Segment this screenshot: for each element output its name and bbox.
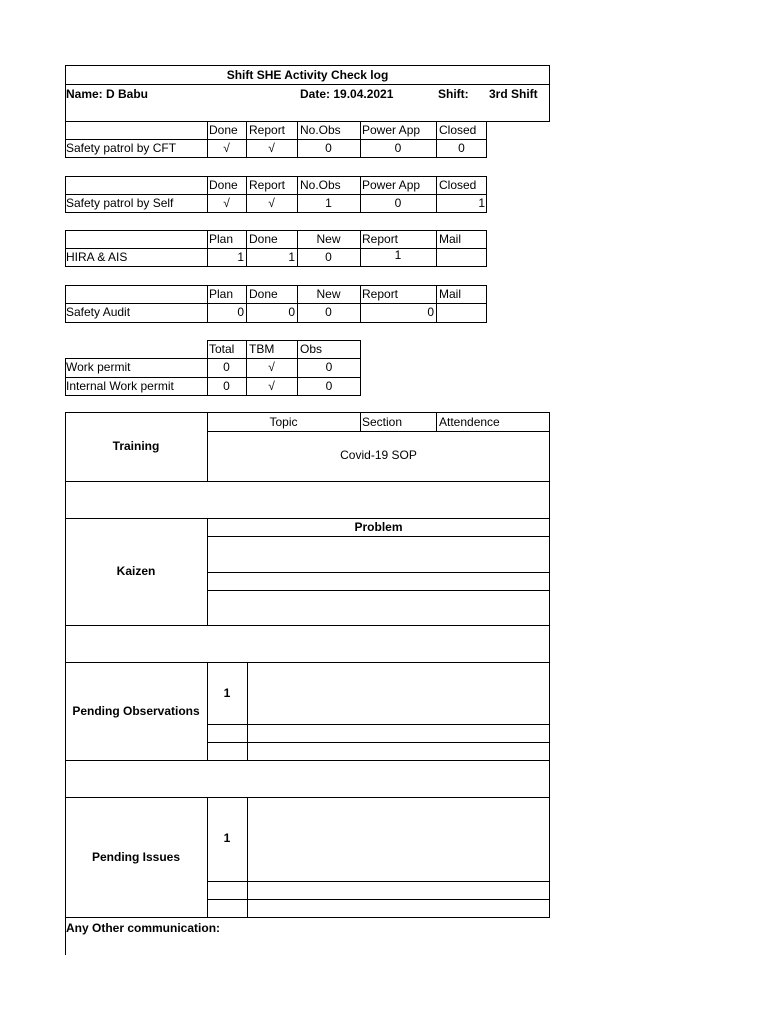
kaizen-label: Kaizen [116,564,156,578]
table-cell: 0 [325,305,332,319]
operator-name: Name: D Babu [66,87,149,101]
spacer-row [65,625,550,663]
spacer-row [65,760,550,798]
column-header: Mail [439,287,462,301]
column-header: Power App [362,178,421,192]
column-header: No.Obs [300,178,341,192]
table-cell: 0 [223,379,230,393]
table-cell: 1 [288,250,295,264]
table-cell: 1 [325,196,332,210]
column-header: Problem [354,520,403,534]
column-header: Plan [209,287,234,301]
shift-value: 3rd Shift [489,87,538,101]
column-header: New [316,232,341,246]
row-label: Internal Work permit [66,379,174,393]
row-label: Work permit [66,360,131,374]
observation-number: 1 [223,686,231,700]
column-header: Closed [439,123,477,137]
row-label: Safety patrol by CFT [66,141,177,155]
column-header: Section [362,415,403,429]
column-header: Report [249,178,286,192]
table-cell: 0 [325,250,332,264]
row-label: HIRA & AIS [66,250,128,264]
table-cell: 0 [237,305,244,319]
row-label: Safety Audit [66,305,131,319]
table-cell: 0 [325,141,332,155]
column-header: New [316,287,341,301]
column-header: Closed [439,178,477,192]
table-cell: √ [268,360,275,374]
table-cell: √ [223,196,230,210]
column-header: Total [209,342,235,356]
page-title: Shift SHE Activity Check log [226,68,389,82]
column-header: Plan [209,232,234,246]
column-header: No.Obs [300,123,341,137]
table-cell: 0 [325,379,333,393]
shift-label: Shift: [438,87,469,101]
row-label: Safety patrol by Self [66,196,174,210]
column-header: Report [362,287,399,301]
column-header: Done [249,287,278,301]
column-header: Done [209,123,238,137]
table-cell: 1 [394,248,402,262]
column-header: Report [249,123,286,137]
table-cell: 1 [237,250,244,264]
training-label: Training [112,439,160,453]
table-cell: 0 [223,360,230,374]
table-cell: 0 [427,305,434,319]
log-date: Date: 19.04.2021 [300,87,394,101]
table-cell: 0 [394,196,402,210]
column-header: Power App [362,123,421,137]
column-header: Topic [269,415,298,429]
table-cell: 1 [478,196,485,210]
column-header: Attendence [439,415,500,429]
table-cell: 0 [458,141,465,155]
table-cell: 0 [394,141,402,155]
column-header: Obs [300,342,323,356]
spacer-row [65,481,550,519]
column-header: Mail [439,232,462,246]
table-cell: √ [268,379,275,393]
table-cell: √ [268,196,275,210]
table-cell: 0 [325,360,333,374]
column-header: Done [249,232,278,246]
training-topic: Covid-19 SOP [340,448,417,462]
table-cell: 0 [288,305,295,319]
column-header: Report [362,232,399,246]
column-header: TBM [249,342,275,356]
pending-issues-label: Pending Issues [91,850,181,864]
other-communication-label: Any Other communication: [66,921,221,935]
issue-number: 1 [223,831,231,845]
pending-observations-label: Pending Observations [72,704,200,718]
table-cell: √ [268,141,275,155]
table-cell: √ [223,141,230,155]
column-header: Done [209,178,238,192]
